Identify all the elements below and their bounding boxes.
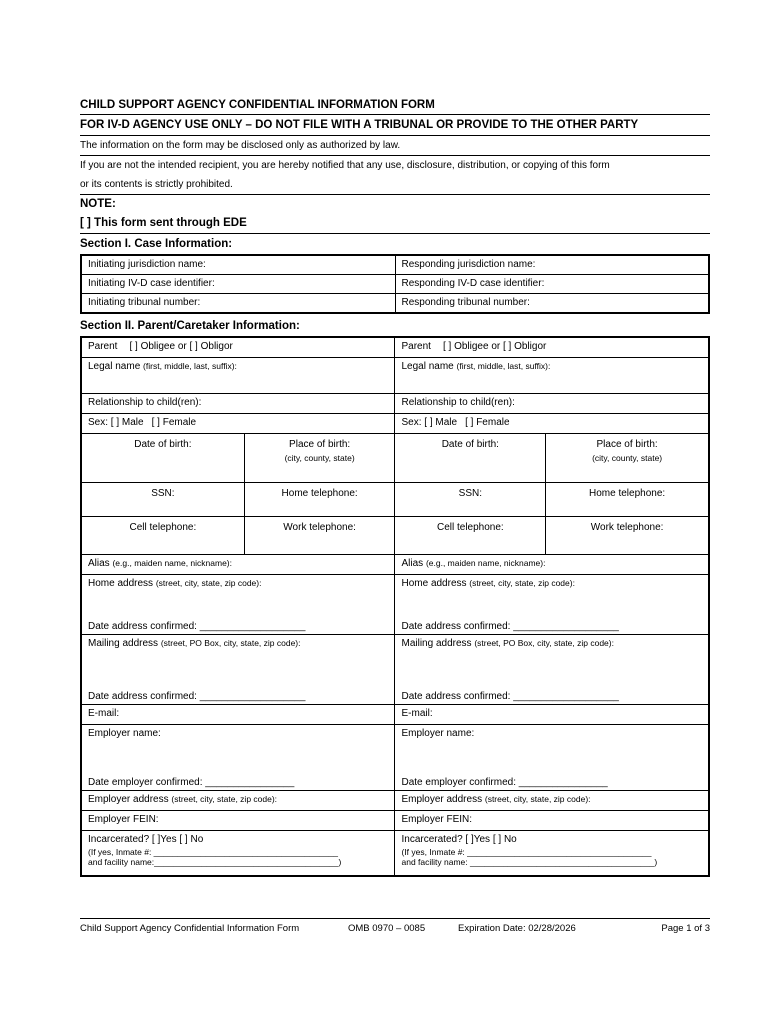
parent-label: Parent xyxy=(88,341,118,352)
legal-name-field-left[interactable] xyxy=(81,357,395,393)
disclosure-notice: The information on the form may be disclosed only as authorized by law. xyxy=(80,140,401,151)
pob-hint: (city, county, state) xyxy=(284,452,355,463)
male-checkbox[interactable]: [ ] Male xyxy=(110,416,144,428)
mailing-address-field-left[interactable] xyxy=(81,634,395,704)
legal-name-label: Legal name xyxy=(401,360,454,372)
relationship-field-left[interactable]: Relationship to child(ren): xyxy=(81,393,395,413)
section-1-heading: Section I. Case Information: xyxy=(80,238,233,250)
home-address-field-left[interactable] xyxy=(81,574,395,634)
inmate-number-field[interactable]: (If yes, Inmate #: _______________________________________ xyxy=(88,846,339,857)
parent-label: Parent xyxy=(401,341,431,352)
form-title: CHILD SUPPORT AGENCY CONFIDENTIAL INFORMATION FORM xyxy=(80,99,435,111)
employer-address-label: Employer address xyxy=(401,793,483,805)
legal-name-hint: (first, middle, last, suffix): xyxy=(456,360,551,371)
responding-case-id-field[interactable]: Responding IV-D case identifier: xyxy=(395,275,709,294)
pob-label: Place of birth: xyxy=(596,438,658,450)
alias-field-right[interactable] xyxy=(395,554,709,574)
parent-information-table xyxy=(80,336,710,877)
incarcerated-checkbox[interactable]: Incarcerated? [ ]Yes [ ] No xyxy=(88,833,204,845)
home-date-confirmed[interactable]: Date address confirmed: ___________________ xyxy=(88,620,306,632)
responding-jurisdiction-field[interactable]: Responding jurisdiction name: xyxy=(395,255,709,275)
responding-tribunal-field[interactable]: Responding tribunal number: xyxy=(395,294,709,314)
sex-label: Sex: xyxy=(401,416,422,428)
employer-fein-field-right[interactable]: Employer FEIN: xyxy=(395,810,709,830)
mailing-date-confirmed[interactable]: Date address confirmed: ___________________ xyxy=(401,690,619,702)
incarcerated-field-right[interactable] xyxy=(395,830,709,876)
employer-date-confirmed[interactable]: Date employer confirmed: ________________ xyxy=(401,776,608,788)
female-checkbox[interactable]: [ ] Female xyxy=(151,416,197,428)
parent-role-right[interactable] xyxy=(395,337,709,357)
home-date-confirmed[interactable]: Date address confirmed: ___________________ xyxy=(401,620,619,632)
employer-address-hint: (street, city, state, zip code): xyxy=(484,793,591,804)
pob-field-right[interactable] xyxy=(546,433,709,482)
employer-address-label: Employer address xyxy=(88,793,169,805)
footer-page-number: Page 1 of 3 xyxy=(661,923,710,934)
female-checkbox[interactable]: [ ] Female xyxy=(465,416,510,428)
dob-field-left[interactable]: Date of birth: xyxy=(81,433,244,482)
employer-name-label: Employer name: xyxy=(401,727,475,739)
obligee-obligor-checkbox[interactable]: [ ] Obligee or [ ] Obligor xyxy=(442,341,547,352)
alias-hint: (e.g., maiden name, nickname): xyxy=(112,557,232,568)
employer-date-confirmed[interactable]: Date employer confirmed: ________________ xyxy=(88,776,295,788)
obligee-obligor-checkbox[interactable]: [ ] Obligee or [ ] Obligor xyxy=(129,341,233,352)
employer-address-field-right[interactable] xyxy=(395,790,709,810)
mailing-address-hint: (street, PO Box, city, state, zip code): xyxy=(160,637,301,648)
home-address-field-right[interactable] xyxy=(395,574,709,634)
employer-fein-field-left[interactable]: Employer FEIN: xyxy=(81,810,395,830)
ssn-field-left[interactable]: SSN: xyxy=(81,482,244,516)
pob-hint: (city, county, state) xyxy=(592,452,663,463)
cell-telephone-field-left[interactable]: Cell telephone: xyxy=(81,516,244,554)
note-label: NOTE: xyxy=(80,198,116,210)
facility-name-field[interactable]: and facility name: _______________________________________) xyxy=(401,856,658,867)
case-information-table xyxy=(80,254,710,314)
pob-label: Place of birth: xyxy=(289,438,351,450)
work-telephone-field-left[interactable]: Work telephone: xyxy=(244,516,395,554)
alias-label: Alias xyxy=(88,557,110,569)
sex-label: Sex: xyxy=(88,416,109,428)
employer-name-field-right[interactable] xyxy=(395,724,709,790)
legal-name-field-right[interactable] xyxy=(395,357,709,393)
pob-field-left[interactable] xyxy=(244,433,395,482)
facility-name-field[interactable]: and facility name:_______________________________________) xyxy=(88,856,342,867)
mailing-address-label: Mailing address xyxy=(401,637,472,649)
page-footer xyxy=(80,918,710,935)
recipient-notice-1: If you are not the intended recipient, you are hereby notified that any use, disclosure, distribution, or copying of this form xyxy=(80,160,610,171)
section-2-heading: Section II. Parent/Caretaker Information: xyxy=(80,320,300,332)
ede-checkbox[interactable]: [ ] This form sent through EDE xyxy=(80,217,247,229)
incarcerated-checkbox[interactable]: Incarcerated? [ ]Yes [ ] No xyxy=(401,833,517,845)
mailing-address-field-right[interactable] xyxy=(395,634,709,704)
form-page xyxy=(80,96,710,877)
home-telephone-field-left[interactable]: Home telephone: xyxy=(244,482,395,516)
sex-field-left[interactable] xyxy=(81,413,395,433)
alias-field-left[interactable] xyxy=(81,554,395,574)
footer-omb: OMB 0970 – 0085 xyxy=(348,923,426,934)
email-field-left[interactable]: E-mail: xyxy=(81,704,395,724)
legal-name-label: Legal name xyxy=(88,360,141,372)
inmate-number-field[interactable]: (If yes, Inmate #: _______________________________________ xyxy=(401,846,652,857)
mailing-address-hint: (street, PO Box, city, state, zip code): xyxy=(474,637,614,648)
form-subtitle: FOR IV-D AGENCY USE ONLY – DO NOT FILE WITH A TRIBUNAL OR PROVIDE TO THE OTHER PARTY xyxy=(80,119,639,131)
home-address-label: Home address xyxy=(88,577,154,589)
dob-field-right[interactable]: Date of birth: xyxy=(395,433,546,482)
initiating-jurisdiction-field[interactable]: Initiating jurisdiction name: xyxy=(81,255,395,275)
home-telephone-field-right[interactable]: Home telephone: xyxy=(546,482,709,516)
alias-hint: (e.g., maiden name, nickname): xyxy=(425,557,546,568)
employer-name-field-left[interactable] xyxy=(81,724,395,790)
footer-expiration: Expiration Date: 02/28/2026 xyxy=(458,923,576,934)
legal-name-hint: (first, middle, last, suffix): xyxy=(143,360,237,371)
employer-address-field-left[interactable] xyxy=(81,790,395,810)
email-field-right[interactable]: E-mail: xyxy=(395,704,709,724)
work-telephone-field-right[interactable]: Work telephone: xyxy=(546,516,709,554)
mailing-address-label: Mailing address xyxy=(88,637,159,649)
ssn-field-right[interactable]: SSN: xyxy=(395,482,546,516)
initiating-tribunal-field[interactable]: Initiating tribunal number: xyxy=(81,294,395,314)
employer-address-hint: (street, city, state, zip code): xyxy=(171,793,278,804)
alias-label: Alias xyxy=(401,557,424,569)
mailing-date-confirmed[interactable]: Date address confirmed: ___________________ xyxy=(88,690,306,702)
initiating-case-id-field[interactable]: Initiating IV-D case identifier: xyxy=(81,275,395,294)
sex-field-right[interactable] xyxy=(395,413,709,433)
home-address-hint: (street, city, state, zip code): xyxy=(469,577,575,588)
male-checkbox[interactable]: [ ] Male xyxy=(424,416,458,428)
parent-role-left[interactable] xyxy=(81,337,395,357)
relationship-field-right[interactable]: Relationship to child(ren): xyxy=(395,393,709,413)
footer-form-name: Child Support Agency Confidential Information Form xyxy=(80,923,300,934)
employer-name-label: Employer name: xyxy=(88,727,161,739)
recipient-notice-2: or its contents is strictly prohibited. xyxy=(80,179,233,190)
home-address-label: Home address xyxy=(401,577,467,589)
home-address-hint: (street, city, state, zip code): xyxy=(155,577,262,588)
cell-telephone-field-right[interactable]: Cell telephone: xyxy=(395,516,546,554)
incarcerated-field-left[interactable] xyxy=(81,830,395,876)
